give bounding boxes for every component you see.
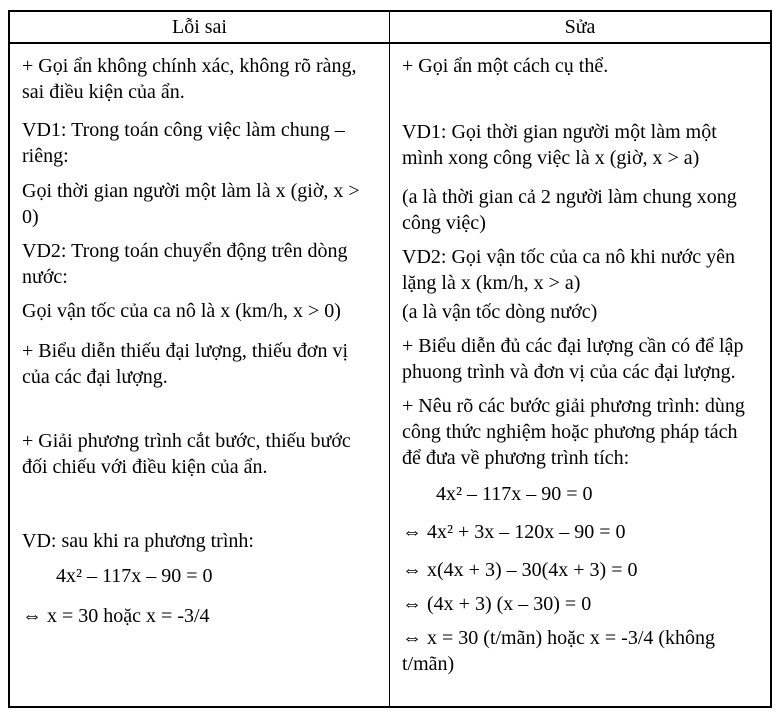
equation-line: ⇔ x = 30 (t/mãn) hoặc x = -3/4 (không t/mãn) <box>402 627 716 675</box>
paragraph: VD1: Trong toán công việc làm chung – riêng: <box>22 119 345 167</box>
equation-line: ⇔ 4x² + 3x – 120x – 90 = 0 <box>402 521 626 543</box>
paragraph: VD: sau khi ra phương trình: <box>22 530 254 552</box>
equation-line: 4x² – 117x – 90 = 0 <box>436 483 593 505</box>
equation-line: 4x² – 117x – 90 = 0 <box>56 565 213 587</box>
paragraph: + Biểu diễn thiếu đại lượng, thiếu đơn vị của các đại lượng. <box>22 340 349 388</box>
column-header-loi-sai <box>10 12 390 44</box>
equation-line: ⇔ x(4x + 3) – 30(4x + 3) = 0 <box>402 559 638 581</box>
equation-line: ⇔ (4x + 3) (x – 30) = 0 <box>402 593 592 615</box>
paragraph: + Gọi ẩn một cách cụ thể. <box>402 55 609 77</box>
paragraph: Gọi vận tốc của ca nô là x (km/h, x > 0) <box>22 300 341 322</box>
paragraph: (a là vận tốc dòng nước) <box>402 301 598 323</box>
column-header-label: Sửa <box>564 15 596 38</box>
column-header-label: Lỗi sai <box>172 15 227 38</box>
paragraph: VD2: Gọi vận tốc của ca nô khi nước yên lặng là x (km/h, x > a) <box>402 246 735 294</box>
equation-line: ⇔ x = 30 hoặc x = -3/4 <box>22 605 210 627</box>
paragraph: VD2: Trong toán chuyển động trên dòng nước: <box>22 240 348 288</box>
cell-loi-sai <box>10 44 390 706</box>
paragraph: + Nêu rõ các bước giải phương trình: dùng công thức nghiệm hoặc phương pháp tách để đưa về phương trình tích: <box>402 395 745 469</box>
paragraph: + Biểu diễn đủ các đại lượng cần có để lập phuong trình và đơn vị của các đại lượng. <box>402 335 744 383</box>
column-header-sua <box>390 12 770 44</box>
error-correction-table <box>8 10 772 708</box>
cell-sua <box>390 44 770 706</box>
paragraph: Gọi thời gian người một làm là x (giờ, x > 0) <box>22 180 360 228</box>
paragraph: VD1: Gọi thời gian người một làm một mình xong công việc là x (giờ, x > a) <box>402 121 717 169</box>
paragraph: + Gọi ẩn không chính xác, không rõ ràng, sai điều kiện của ẩn. <box>22 55 357 103</box>
paragraph: + Giải phương trình cắt bước, thiếu bước đối chiếu với điều kiện của ẩn. <box>22 430 351 478</box>
paragraph: (a là thời gian cả 2 người làm chung xong công việc) <box>402 186 737 234</box>
